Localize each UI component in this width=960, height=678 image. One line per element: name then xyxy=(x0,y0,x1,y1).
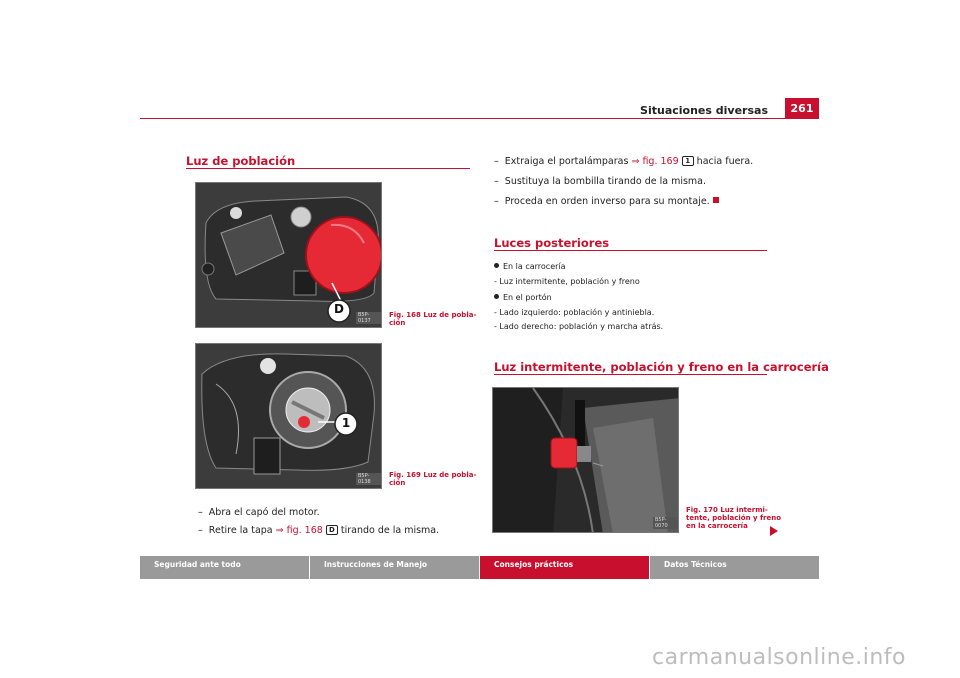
badge-d: D xyxy=(326,525,338,535)
figure-170-caption: Fig. 170 Luz intermi- tente, población y freno en la carrocería xyxy=(686,506,782,530)
figure-168-caption: Fig. 168 Luz de pobla- ción xyxy=(389,311,477,327)
section-rule xyxy=(186,168,470,169)
bullet-sub-carroceria: - Luz intermitente, población y freno xyxy=(494,277,640,286)
footer-tab-consejos[interactable]: Consejos prácticos xyxy=(480,556,649,579)
section-title-luz-poblacion: Luz de población xyxy=(186,154,296,168)
bullet-dot-icon xyxy=(494,294,499,299)
link-fig-169[interactable]: fig. 169 xyxy=(642,156,679,167)
step-proceda-inverso: – Proceda en orden inverso para su montaje. xyxy=(494,196,719,207)
page-number: 261 xyxy=(785,98,819,119)
next-page-arrow-icon[interactable] xyxy=(770,526,778,536)
step-sustituya-bombilla: – Sustituya la bombilla tirando de la misma. xyxy=(494,176,707,187)
header-rule xyxy=(140,118,819,119)
figure-169-label: 1 xyxy=(341,416,351,430)
footer-tab-seguridad[interactable]: Seguridad ante todo xyxy=(140,556,309,579)
bullet-carroceria: En la carrocería xyxy=(494,262,566,271)
header-title: Situaciones diversas xyxy=(640,104,768,117)
figure-169-caption: Fig. 169 Luz de pobla- ción xyxy=(389,471,477,487)
bullet-porton: En el portón xyxy=(494,293,552,302)
section-title-luz-intermitente: Luz intermitente, población y freno en la carrocería xyxy=(494,360,829,374)
badge-1: 1 xyxy=(682,156,694,166)
section-rule xyxy=(494,250,767,251)
footer-nav xyxy=(140,556,819,579)
link-fig-168[interactable]: fig. 168 xyxy=(286,525,323,536)
step-abra-capo: – Abra el capó del motor. xyxy=(198,507,320,518)
section-rule xyxy=(494,374,767,375)
figure-168-label: D xyxy=(334,302,344,316)
step-extraiga-portalamparas: – Extraiga el portalámparas ⇒ fig. 169 1 hacia fuera. xyxy=(494,156,754,167)
figure-169-code: B5P-0138 xyxy=(356,473,381,485)
end-of-section-icon xyxy=(713,197,719,203)
bullet-sub-izquierdo: - Lado izquierdo: población y antiniebla. xyxy=(494,308,655,317)
step-retire-tapa: – Retire la tapa ⇒ fig. 168 D tirando de la misma. xyxy=(198,525,440,536)
figure-168-code: B5P-0137 xyxy=(356,312,381,324)
footer-tab-instrucciones[interactable]: Instrucciones de Manejo xyxy=(310,556,479,579)
figure-170 xyxy=(492,387,679,533)
section-title-luces-posteriores: Luces posteriores xyxy=(494,236,610,250)
figure-170-code: B5P-0070 xyxy=(653,517,678,529)
footer-tab-datos[interactable]: Datos Técnicos xyxy=(650,556,819,579)
figure-168 xyxy=(195,182,382,328)
watermark: carmanualsonline.info xyxy=(652,645,906,670)
figure-169 xyxy=(195,343,382,489)
bullet-dot-icon xyxy=(494,263,499,268)
bullet-sub-derecho: - Lado derecho: población y marcha atrás. xyxy=(494,322,664,331)
